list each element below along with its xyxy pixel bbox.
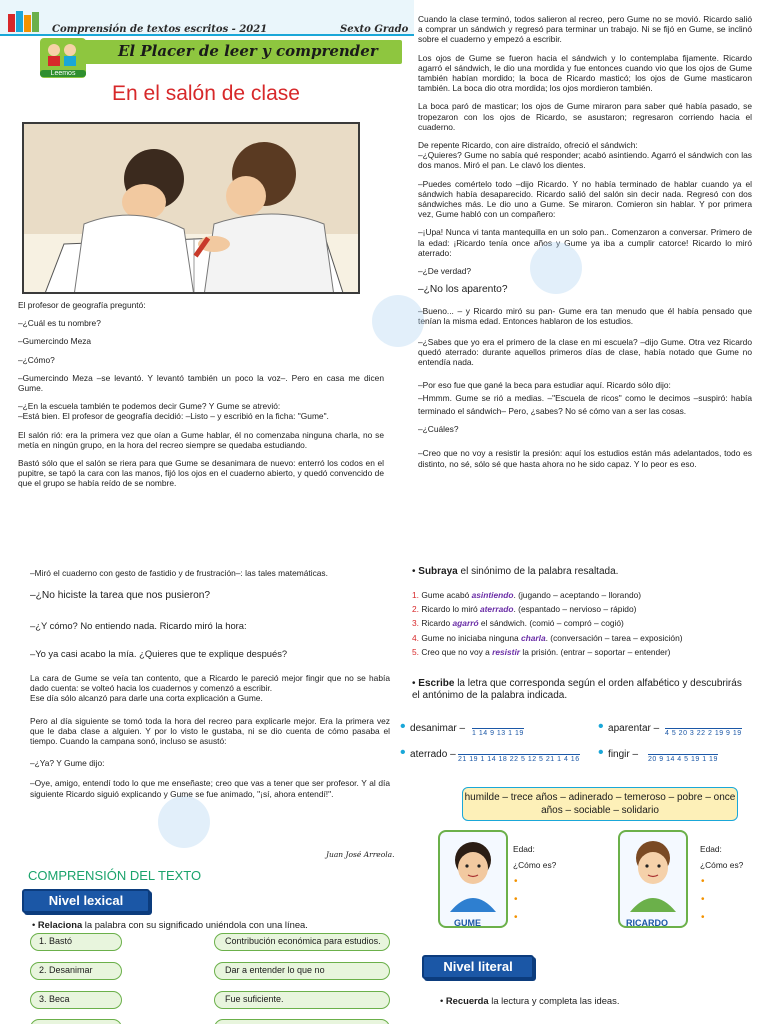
paragraph: –¿No hiciste la tarea que nos pusieron?: [30, 590, 211, 602]
header-title: Comprensión de textos escritos - 2021: [52, 24, 268, 35]
bullet: •: [412, 678, 419, 689]
paragraph: –Yo ya casi acabo la mía. ¿Quieres que te explique después?: [30, 647, 288, 659]
paragraph: –¿Cuáles?: [418, 424, 459, 435]
match-definition[interactable]: [214, 933, 390, 951]
item-options[interactable]: la prisión. (entrar – soportar – entender): [520, 646, 671, 657]
paragraph: –Gumercindo Meza –se levantó. Y levantó también un poco la voz–. Pero en casa me dicen Gume.: [18, 372, 384, 394]
match-term[interactable]: [30, 991, 122, 1009]
synonym-item: [412, 633, 752, 643]
paragraph: Los ojos de Gume se fueron hacia el sándwich y lo contemplaba fijamente. Ricardo agarró el sándwich, le dio una mordida y fue entonces cuando vio que los ojos de Gume también habían mordido; la boca de Ricardo masticó; los ojos de Gume masticaron también. La boca dio otra mordida; los ojos mordieron también.: [418, 52, 752, 94]
synonym-list: [412, 590, 752, 657]
item-number: 3.: [412, 618, 419, 629]
gume-name: GUME: [454, 918, 481, 928]
highlighted-word: resistir: [492, 646, 521, 657]
paragraph: –Miró el cuaderno con gesto de fastidio y de frustración–: las tales matemáticas.: [30, 568, 328, 578]
nivel-lexical-heading: Nivel lexical: [22, 889, 150, 913]
synonym-item: [412, 590, 752, 600]
header-grade: Sexto Grado: [340, 24, 409, 35]
antonym-label: aterrado –: [410, 749, 456, 760]
item-pre: Gume no iniciaba ninguna: [421, 632, 521, 643]
books-logo-icon: [6, 8, 46, 34]
paragraph: –Puedes comértelo todo –dijo Ricardo. Y no había terminado de hablar cuando ya el sándwich había desaparecido. Ricardo salió del salón sin decir nada. Regresó con dos sándwiches más. Le dio uno a Gume. Se miraron. Comieron sin hablar. Y por primera vez, Gume habló con un compañero:: [418, 178, 752, 220]
nivel-literal-heading: Nivel literal: [422, 955, 534, 979]
bullet: •: [514, 912, 518, 923]
banner-title: El Placer de leer y comprender: [118, 42, 378, 60]
item-number: 2.: [412, 604, 419, 615]
instruction-verb: Recuerda: [445, 995, 489, 1006]
antonym-row: [598, 718, 659, 736]
match-term-label: 2. Desanimar: [39, 965, 93, 975]
letter-code[interactable]: 21 19 1 14 18 22 5 12 5 21 1 4 16: [458, 756, 580, 763]
highlighted-word: charla: [520, 632, 546, 643]
paragraph: El salón rió: era la primera vez que oían a Gume hablar, él no comenzaba ninguna charla, no se metía en ningún grupo, en la hora del recreo siempre se quedaba estudiando.: [18, 429, 384, 450]
bullet: •: [701, 894, 705, 905]
paragraph: –¿Sabes que yo era el primero de la clase en mi escuela? –dijo Gume. Otra vez Ricardo quedó aterrado: durante aquellos primeros días de clase, había notado que Gume no entendía nada.: [418, 336, 752, 368]
instruction-text: la lectura y completa las ideas.: [488, 995, 620, 1006]
description-label: ¿Cómo es?: [700, 860, 744, 870]
match-definition[interactable]: [214, 1019, 390, 1024]
bullet: •: [400, 744, 411, 761]
match-term-label: 1. Bastó: [39, 936, 73, 946]
paragraph: –Bueno... – y Ricardo miró su pan- Gume era tan menudo que él había pensado que tenían la misma edad. Entonces hablaron de los estudios.: [418, 306, 752, 327]
escribe-instruction: [412, 678, 752, 702]
story-title: En el salón de clase: [112, 82, 300, 105]
item-number: 5.: [412, 646, 419, 657]
watermark-bubble: [158, 796, 210, 848]
watermark-bubble: [530, 242, 582, 294]
paragraph: –¿Ya? Y Gume dijo:: [30, 758, 105, 769]
story-left-column: [18, 300, 384, 489]
description-label: ¿Cómo es?: [513, 860, 557, 870]
match-definition-label: Fue suficiente.: [225, 994, 284, 1004]
synonym-item: [412, 618, 752, 628]
age-label: Edad:: [700, 844, 722, 854]
antonym-row: [400, 718, 465, 736]
antonym-label: desanimar –: [410, 723, 466, 734]
item-options[interactable]: . (jugando – aceptando – llorando): [513, 590, 642, 600]
bullet: •: [412, 566, 419, 577]
paragraph: –¿Cuál es tu nombre?: [18, 318, 101, 329]
instruction-verb: Relaciona: [37, 919, 83, 930]
paragraph: Cuando la clase terminó, todos salieron al recreo, pero Gume no se movió. Ricardo salió a comprar un sándwich y regresó para terminar un trabajo. Ni se fijó en Gume, se inclinó sobre el cuaderno y empezó a escribir.: [418, 14, 752, 45]
paragraph: Pero al día siguiente se tomó toda la hora del recreo para explicarle mejor. Era la primera vez que le daba clase a alguien. Y por lo visto le gustaba, ni se dio cuenta de cómo pasaba el tiempo. Cuando la campana sonó, incluso se asustó:: [30, 715, 390, 747]
bullet: •: [400, 718, 411, 735]
highlighted-word: aterrado: [479, 604, 514, 615]
match-term[interactable]: [30, 1019, 122, 1024]
paragraph: El profesor de geografía preguntó:: [18, 300, 146, 310]
ricardo-name: RICARDO: [626, 918, 668, 928]
bullet: •: [701, 876, 705, 887]
instruction-text: el sinónimo de la palabra resaltada.: [457, 566, 619, 577]
paragraph: La boca paró de masticar; los ojos de Gume miraron para saber qué había pasado, se tropezaron con los ojos de Ricardo, se asustaron; regresaron corriendo hacia el cuaderno.: [418, 101, 752, 132]
antonym-row: [400, 744, 456, 762]
gume-portrait: [438, 830, 508, 928]
instruction-verb: Escribe: [418, 678, 455, 689]
paragraph: –¿Y cómo? No entiendo nada. Ricardo miró la hora:: [30, 620, 247, 632]
logo-label: Leemos: [40, 70, 86, 77]
paragraph: –Por eso fue que gané la beca para estudiar aquí. Ricardo sólo dijo: –Hmmm. Gume se rió a medias. –"Escuela de ricos" como le decimos –suspiró: había terminado el sándwich– Pero, ¿sabes? No sé cómo van a ser las cosas.: [418, 380, 752, 417]
bullet: •: [32, 919, 38, 930]
word-bank: humilde – trece años – adinerado – temeroso – pobre – once años – sociable – solidario: [462, 787, 738, 821]
item-pre: Creo que no voy a: [421, 646, 493, 657]
ricardo-portrait: [618, 830, 688, 928]
synonym-item: [412, 647, 752, 657]
match-definition[interactable]: [214, 962, 390, 980]
story-right-column: [418, 14, 752, 469]
paragraph: –¿No los aparento?: [418, 284, 508, 296]
paragraph: –Gumercindo Meza: [18, 336, 92, 347]
paragraph: –Creo que no voy a resistir la presión: aquí los estudios están más adelantados, todo es distinto, no sé, sólo sé que hasta ahora no he sido capaz. Y lo peor es eso.: [418, 448, 752, 469]
antonym-row: [598, 744, 638, 762]
bullet: •: [701, 912, 705, 923]
paragraph: –Oye, amigo, entendí todo lo que me enseñaste; creo que vas a tener que ser profesor. Y al día siguiente Ricardo siguió explicando y Gume se fue animado, "¡sí, ahora entendí!".: [30, 778, 390, 799]
antonym-label: fingir –: [608, 749, 639, 760]
match-term-label: 3. Beca: [39, 994, 70, 1004]
bullet: •: [440, 995, 446, 1006]
story-illustration: [22, 122, 360, 294]
paragraph: –¡Upa! Nunca vi tanta mantequilla en un solo pan.. Comenzaron a conversar. Primero de la edad: ¡Ricardo tenía once años y Gume ya iba a cumplir catorce! Ricardo lo miró aterrado:: [418, 227, 752, 258]
match-definition[interactable]: [214, 991, 390, 1009]
instruction-verb: Subraya: [418, 566, 458, 577]
bullet: •: [514, 894, 518, 905]
paragraph: –¿De verdad?: [418, 266, 472, 277]
letter-code[interactable]: 20 9 14 4 5 19 1 19: [648, 756, 718, 763]
item-number: 4.: [412, 632, 419, 643]
instruction-text: la letra que corresponda según el orden alfabético y descubrirás el antónimo de la palabra indicada.: [412, 678, 742, 701]
item-number: 1.: [412, 590, 419, 600]
item-pre: Gume acabó: [421, 590, 472, 600]
item-options[interactable]: el sándwich. (comió – compró – cogió): [478, 618, 624, 629]
letter-code[interactable]: 1 14 9 13 1 19: [472, 730, 524, 737]
story-continuation: [30, 568, 390, 799]
bullet: •: [514, 876, 518, 887]
paragraph: La cara de Gume se veía tan contento, que a Ricardo le pareció mejor fingir que no se había dado cuenta: se volteó hacia los cuadernos y comenzó a escribir. Ese día sólo alcanzó para darle una corta explicación a Gume.: [30, 673, 390, 704]
watermark-bubble: [372, 295, 424, 347]
bullet: •: [598, 744, 609, 761]
item-options[interactable]: . (conversación – tarea – exposición): [545, 632, 683, 643]
paragraph: –¿Cómo?: [18, 354, 55, 365]
item-options[interactable]: . (espantado – nervioso – rápido): [513, 604, 637, 615]
match-definition-label: Contribución económica para estudios.: [225, 936, 381, 946]
bullet: •: [598, 718, 609, 735]
paragraph: Bastó sólo que el salón se riera para que Gume se desanimara de nuevo: enterró los codos en el pupitre, se tapó la cara con las manos, fijó los ojos en el cuaderno abierto, y quedó convencido de que el grupo se había reído de se nombre.: [18, 458, 384, 489]
highlighted-word: agarró: [452, 618, 479, 629]
match-term[interactable]: [30, 933, 122, 951]
paragraph: De repente Ricardo, con aire distraído, ofreció el sándwich: –¿Quieres? Gume no sabía qué responder; acabó asintiendo. Agarró el sándwich con las dos manos. Miró el pan. Le clavó los dientes.: [418, 140, 752, 171]
subraya-instruction: [412, 566, 752, 577]
age-label: Edad:: [513, 844, 535, 854]
antonym-label: aparentar –: [608, 723, 660, 734]
match-term[interactable]: [30, 962, 122, 980]
highlighted-word: asintiendo: [471, 590, 514, 600]
recuerda-instruction: [440, 995, 740, 1006]
synonym-item: [412, 604, 752, 614]
instruction-text: la palabra con su significado uniéndola con una línea.: [82, 919, 308, 930]
letter-code[interactable]: 4 5 20 3 22 2 19 9 19: [665, 730, 742, 737]
section-title: COMPRENSIÓN DEL TEXTO: [28, 868, 202, 883]
author-credit: Juan José Arreola.: [326, 850, 395, 859]
relaciona-instruction: [32, 919, 392, 930]
paragraph: –¿En la escuela también te podemos decir Gume? Y Gume se atrevió: –Está bien. El profesor de geografía decidió: –Listo – y escribió en la ficha: "Gume".: [18, 401, 329, 422]
item-pre: Ricardo lo miró: [421, 604, 480, 615]
item-pre: Ricardo: [421, 618, 453, 629]
match-definition-label: Dar a entender lo que no: [225, 965, 325, 975]
